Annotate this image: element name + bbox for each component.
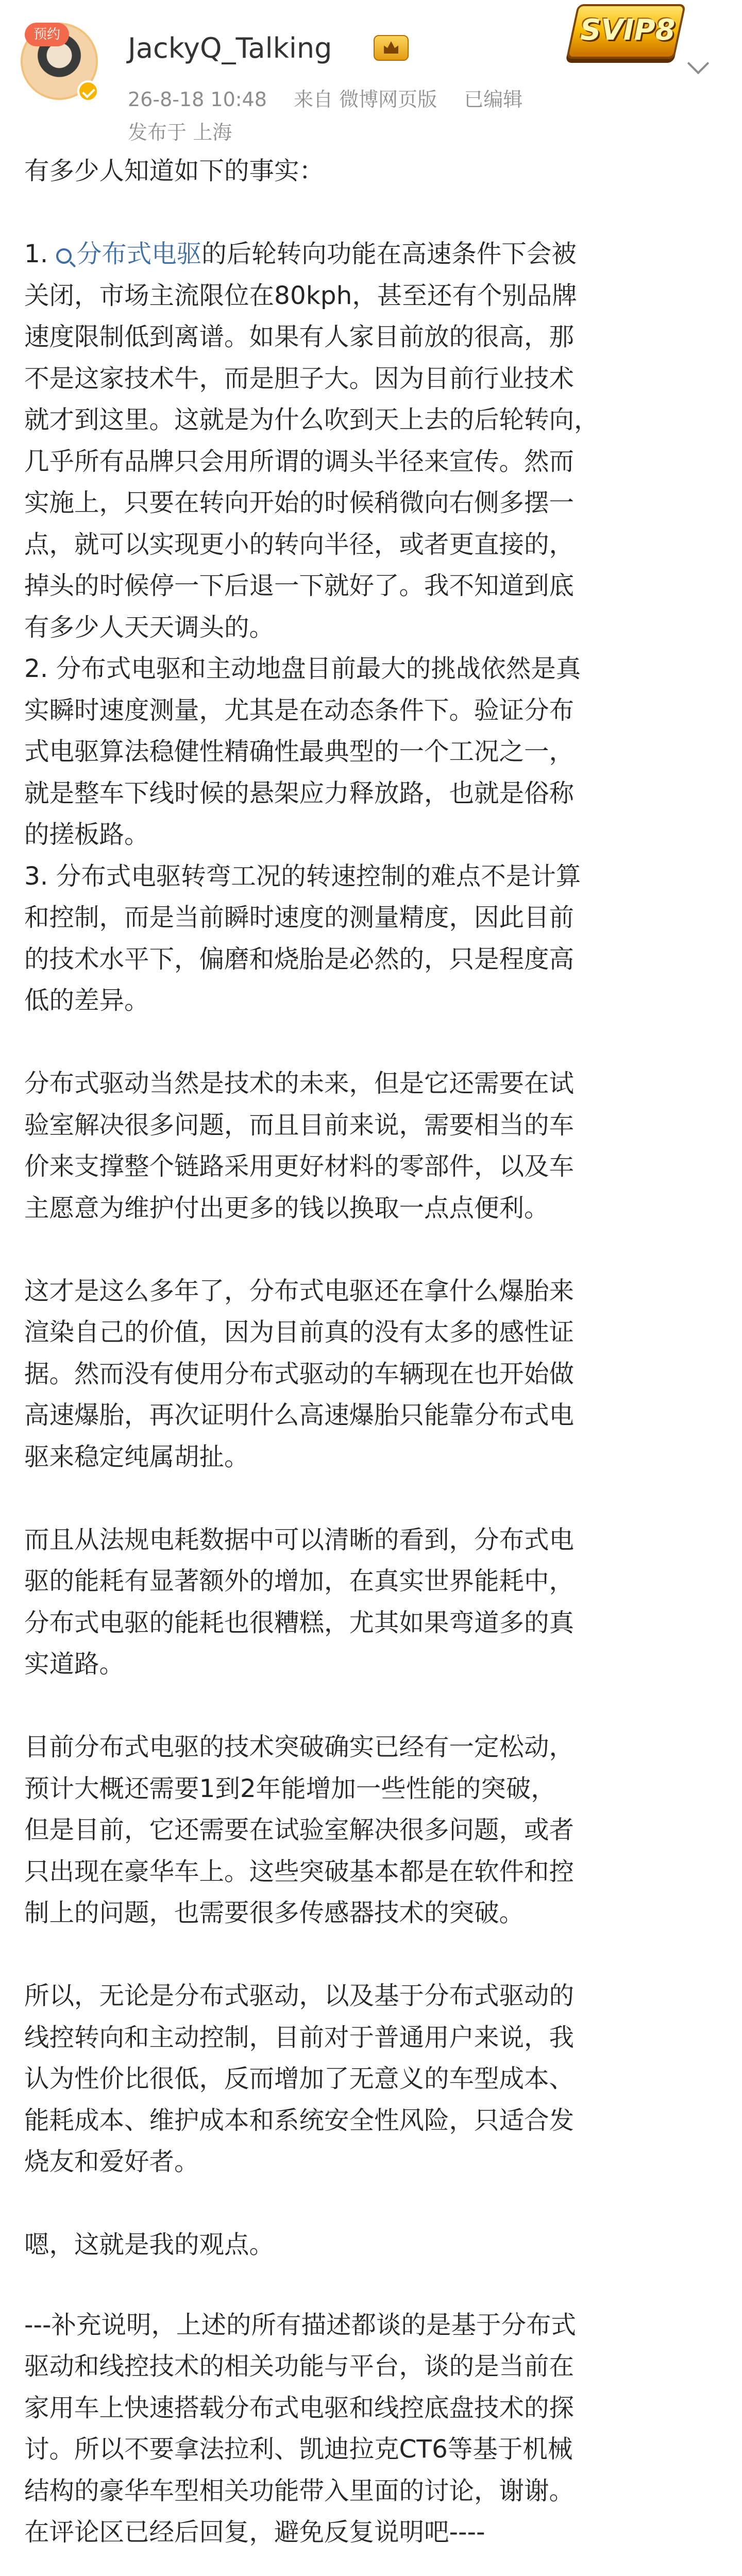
paragraph-1-line-1 [24,233,719,275]
chevron-down-icon[interactable] [687,53,709,74]
paragraph-1-line-4: 不是这家技术牛，而是胆子大。因为目前行业技术 [24,364,575,393]
paragraph-10-line-5: 结构的豪华车型相关功能带入里面的讨论，谢谢。 [24,2476,575,2505]
paragraph-gap [24,1934,719,1976]
paragraph-2-line-3: 式电驱算法稳健性精确性最典型的一个工况之一， [24,737,575,766]
intro-text: 有多少人知道如下的事实： [24,157,325,185]
paragraph-5-line-3: 据。然而没有使用分布式驱动的车辆现在也开始做 [24,1359,575,1388]
paragraph-7-line-5: 制上的问题，也需要很多传感器技术的突破。 [24,1899,525,1927]
paragraph-10-line-1: ---补充说明，上述的所有描述都谈的是基于分布式 [24,2310,577,2340]
reservation-badge: 预约 [25,23,69,46]
paragraph-1-line-6: 几乎所有品牌只会用所谓的调头半径来宣传。然而 [24,447,575,476]
paragraph-5-line-4: 高速爆胎，再次证明什么高速爆胎只能靠分布式电 [24,1401,575,1430]
paragraph-1-line-8: 点，就可以实现更小的转向半径，或者更直接的， [24,530,575,559]
crown-vip-icon [374,35,409,61]
paragraph-5-line-2: 渲染自己的价值，因为目前真的没有太多的感性证 [24,1318,575,1347]
paragraph-4-line-3: 价来支撑整个链路采用更好材料的零部件，以及车 [24,1152,575,1181]
topic-link[interactable] [56,240,202,268]
paragraph-3-line-3: 的技术水平下，偏磨和烧胎是必然的，只是程度高 [24,944,575,974]
paragraph-6-line-1: 而且从法规电耗数据中可以清晰的看到，分布式电 [24,1525,575,1554]
paragraph-gap [24,1478,719,1519]
paragraph-8-line-5: 烧友和爱好者。 [24,2147,199,2176]
paragraph-10-line-4: 讨。所以不要拿法拉利、凯迪拉克CT6等基于机械 [24,2435,573,2464]
paragraph-1-line-3: 速度限制低到离谱。如果有人家目前放的很高，那 [24,323,575,351]
paragraph-5-line-5: 驱来稳定纯属胡扯。 [24,1442,249,1471]
paragraph-3-line-4: 低的差异。 [24,986,149,1015]
paragraph-7-line-1: 目前分布式电驱的技术突破确实已经有一定松动， [24,1733,575,1761]
post-meta [128,83,543,112]
paragraph-gap [24,2266,719,2304]
paragraph-1-line-2: 关闭，市场主流限位在80kph，甚至还有个别品牌 [24,281,577,310]
paragraph-8-line-1: 所以，无论是分布式驱动，以及基于分布式驱动的 [24,1981,575,2010]
source-label: 来自 微博网页版 [294,88,437,111]
paragraph-7-line-3: 但是目前，它还需要在试验室解决很多问题，或者 [24,1816,575,1844]
timestamp: 26-8-18 10:48 [128,88,267,111]
paragraph-6-line-4: 实道路。 [24,1650,125,1679]
paragraph-1-line-10: 有多少人天天调头的。 [24,613,275,642]
paragraph-5-line-1: 这才是这么多年了，分布式电驱还在拿什么爆胎来 [24,1276,575,1306]
post-body [24,150,719,2553]
paragraph-10-line-3: 家用车上快速搭载分布式电驱和线控底盘技术的探 [24,2393,575,2422]
paragraph-9: 嗯，这就是我的观点。 [24,2230,275,2259]
paragraph-gap [24,1685,719,1727]
topic-link-label: 分布式电驱 [76,240,202,268]
paragraph-2-line-4: 就是整车下线时候的悬架应力释放路，也就是俗称 [24,778,575,808]
paragraph-1-text: 的后轮转向功能在高速条件下会被 [201,240,577,268]
paragraph-gap [24,2183,719,2225]
username-link[interactable]: JackyQ_Talking [128,32,332,64]
paragraph-gap [24,1229,719,1270]
paragraph-2-line-5: 的搓板路。 [24,820,149,849]
paragraph-1-line-7: 实施上，只要在转向开始的时候稍微向右侧多摆一 [24,488,575,517]
paragraph-2-line-2: 实瞬时速度测量，尤其是在动态条件下。验证分布 [24,696,575,725]
edited-label: 已编辑 [464,88,523,111]
paragraph-3-line-1: 3. 分布式电驱转弯工况的转速控制的难点不是计算 [24,861,581,891]
svip-badge: SVIP8 [580,13,676,47]
paragraph-1-line-9: 掉头的时候停一下后退一下就好了。我不知道到底 [24,571,575,600]
paragraph-4-line-4: 主愿意为维护付出更多的钱以换取一点点便利。 [24,1193,549,1223]
paragraph-6-line-2: 驱的能耗有显著额外的增加，在真实世界能耗中， [24,1567,575,1596]
paragraph-8-line-4: 能耗成本、维护成本和系统安全性风险，只适合发 [24,2106,575,2135]
list-number: 1. [24,240,56,268]
paragraph-10-line-2: 驱动和线控技术的相关功能与平台，谈的是当前在 [24,2352,575,2381]
location-label: 发布于 上海 [128,121,232,144]
paragraph-gap [24,192,719,234]
paragraph-2-line-1: 2. 分布式电驱和主动地盘目前最大的挑战依然是真 [24,654,581,683]
paragraph-1-line-5: 就才到这里。这就是为什么吹到天上去的后轮转向， [24,405,599,434]
paragraph-10-line-6: 在评论区已经后回复，避免反复说明吧---- [24,2518,485,2547]
paragraph-4-line-2: 验室解决很多问题，而且目前来说，需要相当的车 [24,1110,575,1140]
search-icon [56,248,72,264]
paragraph-4-line-1: 分布式驱动当然是技术的未来，但是它还需要在试 [24,1069,575,1098]
paragraph-6-line-3: 分布式电驱的能耗也很糟糕，尤其如果弯道多的真 [24,1608,575,1637]
paragraph-8-line-3: 认为性价比很低，反而增加了无意义的车型成本、 [24,2064,575,2093]
paragraph-3-line-2: 和控制，而是当前瞬时速度的测量精度，因此目前 [24,903,575,932]
verified-check-icon [77,80,99,102]
paragraph-7-line-4: 只出现在豪华车上。这些突破基本都是在软件和控 [24,1857,575,1886]
paragraph-7-line-2: 预计大概还需要1到2年能增加一些性能的突破， [24,1774,556,1803]
post-header [0,0,742,165]
paragraph-gap [24,1022,719,1063]
paragraph-8-line-2: 线控转向和主动控制，目前对于普通用户来说，我 [24,2023,575,2052]
